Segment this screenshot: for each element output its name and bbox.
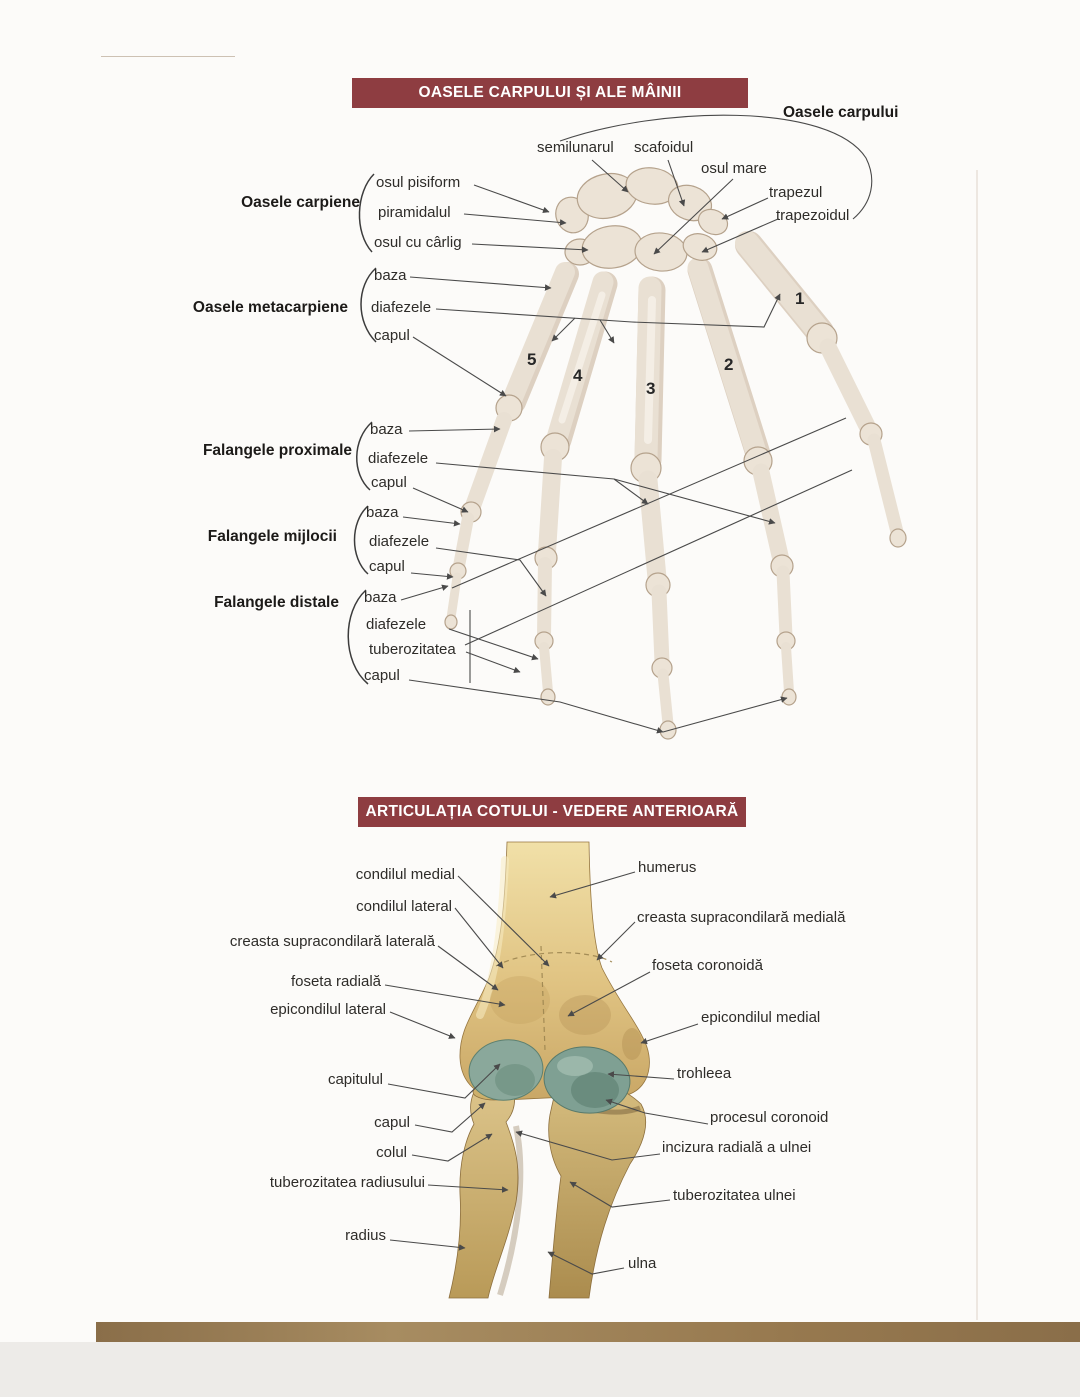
label-humerus: humerus bbox=[638, 859, 697, 876]
metacarpal-number-5: 5 bbox=[527, 350, 537, 369]
label-mijlocii-baza: baza bbox=[366, 504, 399, 521]
label-creasta-supracondilara-laterala: creasta supracondilară laterală bbox=[229, 933, 435, 950]
label-trohleea: trohleea bbox=[677, 1065, 732, 1082]
group-label-falangele-mijlocii: Falangele mijlocii bbox=[207, 528, 337, 545]
label-foseta-coronoida: foseta coronoidă bbox=[652, 957, 763, 974]
label-oasele-carpului: Oasele carpului bbox=[783, 104, 899, 121]
elbow-joint-illustration bbox=[449, 842, 649, 1298]
label-tuberozitatea-ulnei: tuberozitatea ulnei bbox=[673, 1187, 796, 1204]
label-semilunarul: semilunarul bbox=[537, 139, 614, 156]
label-distale-diafezele: diafezele bbox=[366, 616, 427, 633]
label-capitulul: capitulul bbox=[327, 1071, 383, 1088]
label-osul-mare: osul mare bbox=[701, 160, 767, 177]
group-label-falangele-proximale: Falangele proximale bbox=[202, 442, 352, 459]
metacarpal-number-4: 4 bbox=[573, 366, 583, 385]
label-capul: capul bbox=[374, 1114, 410, 1131]
label-creasta-supracondilara-mediala: creasta supracondilară medială bbox=[637, 909, 846, 926]
label-proximale-baza: baza bbox=[370, 421, 403, 438]
label-trapezoidul: trapezoidul bbox=[776, 207, 850, 224]
label-distale-baza: baza bbox=[364, 589, 397, 606]
label-radius: radius bbox=[345, 1227, 386, 1244]
label-scafoidul: scafoidul bbox=[634, 139, 694, 156]
group-label-oasele-carpiene: Oasele carpiene bbox=[241, 194, 360, 211]
elbow-section-title-bar: ARTICULAȚIA COTULUI - VEDERE ANTERIOARĂ bbox=[358, 797, 746, 827]
page-bottom-edge bbox=[96, 1322, 1080, 1342]
label-incizura-radiala-a-ulnei: incizura radială a ulnei bbox=[662, 1139, 812, 1156]
label-metacarp-baza: baza bbox=[374, 267, 407, 284]
table-surface bbox=[0, 1342, 1080, 1397]
metacarpal-number-1: 1 bbox=[795, 289, 805, 308]
group-label-oasele-metacarpiene: Oasele metacarpiene bbox=[192, 299, 348, 316]
hand-section-title-bar: OASELE CARPULUI ȘI ALE MÂINII bbox=[352, 78, 748, 108]
label-proximale-diafezele: diafezele bbox=[368, 450, 429, 467]
label-osul-pisiform: osul pisiform bbox=[376, 174, 461, 191]
label-condilul-lateral: condilul lateral bbox=[356, 898, 452, 915]
label-colul: colul bbox=[376, 1144, 407, 1161]
label-mijlocii-capul: capul bbox=[369, 558, 405, 575]
label-epicondilul-medial: epicondilul medial bbox=[701, 1009, 821, 1026]
label-epicondilul-lateral: epicondilul lateral bbox=[270, 1001, 386, 1018]
hand-skeleton-illustration bbox=[445, 165, 906, 739]
label-ulna: ulna bbox=[628, 1255, 657, 1272]
label-proximale-capul: capul bbox=[371, 474, 407, 491]
label-mijlocii-diafezele: diafezele bbox=[369, 533, 430, 550]
label-procesul-coronoid: procesul coronoid bbox=[710, 1109, 829, 1126]
group-label-falangele-distale: Falangele distale bbox=[214, 594, 339, 611]
label-condilul-medial: condilul medial bbox=[355, 866, 455, 883]
label-piramidalul: piramidalul bbox=[378, 204, 451, 221]
label-osul-cu-carlig: osul cu cârlig bbox=[374, 234, 462, 251]
label-distale-tuberozitatea: tuberozitatea bbox=[369, 641, 456, 658]
label-metacarp-diafezele: diafezele bbox=[371, 299, 432, 316]
label-metacarp-capul: capul bbox=[374, 327, 410, 344]
label-tuberozitatea-radiusului: tuberozitatea radiusului bbox=[269, 1174, 425, 1191]
label-foseta-radiala: foseta radială bbox=[290, 973, 381, 990]
metacarpal-number-3: 3 bbox=[646, 379, 656, 398]
label-trapezul: trapezul bbox=[769, 184, 823, 201]
label-distale-capul: capul bbox=[364, 667, 400, 684]
metacarpal-number-2: 2 bbox=[724, 355, 734, 374]
